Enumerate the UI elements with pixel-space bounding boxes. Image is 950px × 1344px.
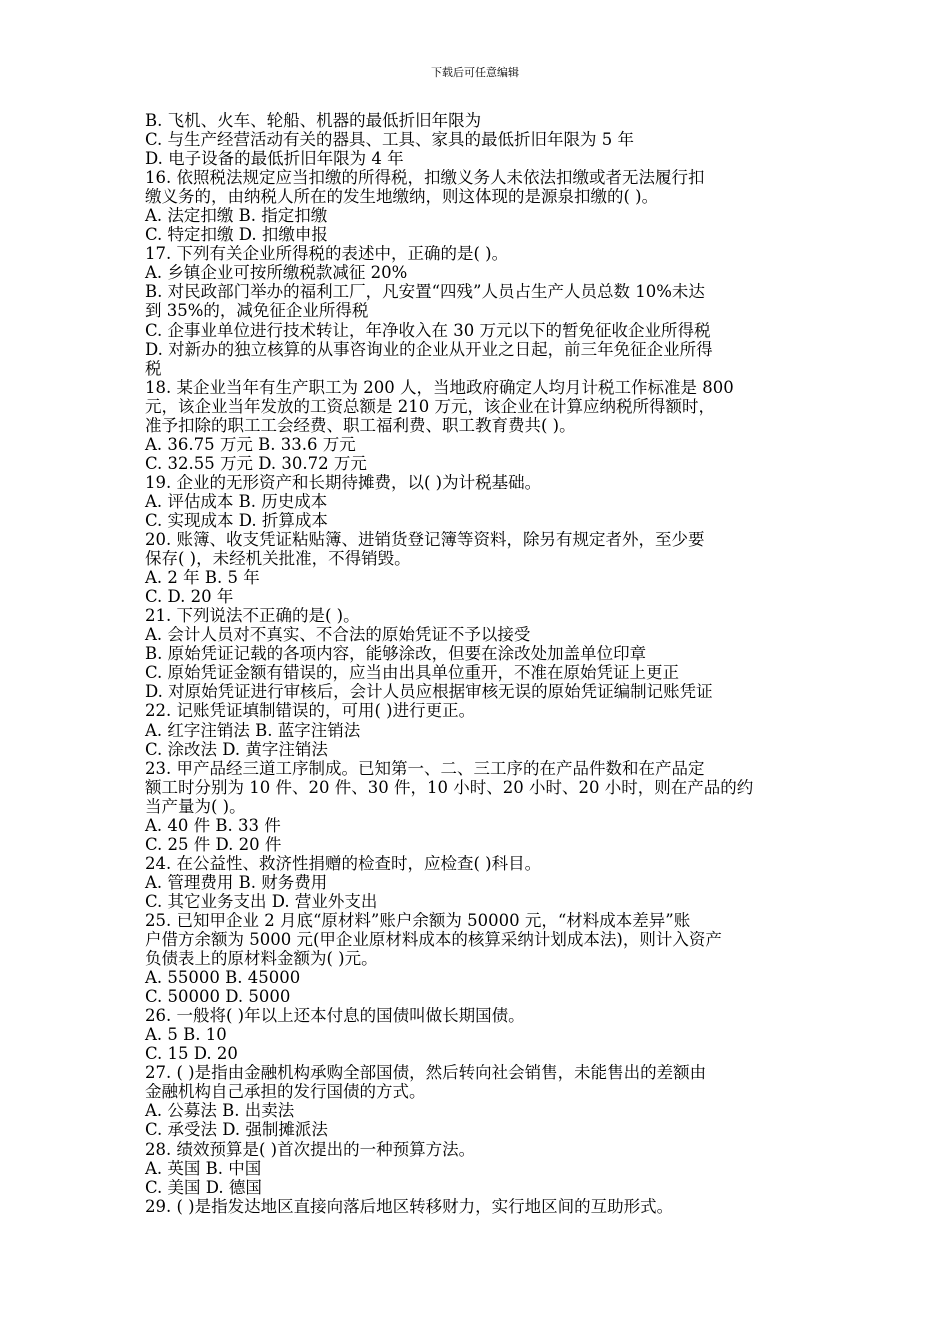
text-line: 税 <box>145 358 162 378</box>
text-line: 20. 账簿、收支凭证粘贴簿、进销货登记簿等资料，除另有规定者外，至少要 <box>145 530 705 550</box>
text-line: 户借方余额为 5000 元(甲企业原材料成本的核算采纳计划成本法)，则计入资产 <box>145 930 722 950</box>
text-line: A. 英国 B. 中国 <box>145 1158 262 1178</box>
text-line: C. 特定扣缴 D. 扣缴申报 <box>145 225 328 245</box>
text-line: 21. 下列说法不正确的是( )。 <box>145 606 360 626</box>
text-line: C. 与生产经营活动有关的器具、工具、家具的最低折旧年限为 5 年 <box>145 130 635 150</box>
text-line: C. 32.55 万元 D. 30.72 万元 <box>145 453 367 473</box>
text-line: 27. ( )是指由金融机构承购全部国债，然后转向社会销售，未能售出的差额由 <box>145 1063 707 1083</box>
text-line: 17. 下列有关企业所得税的表述中，正确的是( )。 <box>145 244 509 264</box>
text-line: 26. 一般将( )年以上还本付息的国债叫做长期国债。 <box>145 1006 525 1026</box>
text-line: 18. 某企业当年有生产职工为 200 人，当地政府确定人均月计税工作标准是 800 <box>145 377 734 397</box>
text-line: A. 2 年 B. 5 年 <box>145 568 260 588</box>
text-line: D. 对原始凭证进行审核后，会计人员应根据审核无误的原始凭证编制记账凭证 <box>145 682 713 702</box>
text-line: B. 飞机、火车、轮船、机器的最低折旧年限为 <box>145 111 482 130</box>
text-line: A. 会计人员对不真实、不合法的原始凭证不予以接受 <box>145 625 531 645</box>
text-line: C. D. 20 年 <box>145 587 234 607</box>
text-line: C. 涂改法 D. 黄字注销法 <box>145 739 328 759</box>
text-line: 保存( )，未经机关批准，不得销毁。 <box>145 549 411 569</box>
text-line: A. 红字注销法 B. 蓝字注销法 <box>145 720 361 740</box>
text-line: 到 35%的，减免征企业所得税 <box>145 301 369 321</box>
text-line: 22. 记账凭证填制错误的，可用( )进行更正。 <box>145 701 476 721</box>
text-line: 29. ( )是指发达地区直接向落后地区转移财力，实行地区间的互助形式。 <box>145 1196 674 1216</box>
text-line: C. 15 D. 20 <box>145 1044 238 1064</box>
text-line: 19. 企业的无形资产和长期待摊费，以( )为计税基础。 <box>145 472 542 492</box>
document-body <box>145 111 825 1216</box>
text-line: A. 5 B. 10 <box>145 1025 227 1045</box>
text-line: C. 承受法 D. 强制摊派法 <box>145 1120 328 1140</box>
text-line: A. 评估成本 B. 历史成本 <box>145 491 328 511</box>
text-line: 元，该企业当年发放的工资总额是 210 万元，该企业在计算应纳税所得额时， <box>145 396 715 416</box>
text-line: A. 55000 B. 45000 <box>145 968 301 988</box>
text-line: A. 法定扣缴 B. 指定扣缴 <box>145 206 328 226</box>
text-line: A. 40 件 B. 33 件 <box>145 815 281 835</box>
text-line: D. 电子设备的最低折旧年限为 4 年 <box>145 149 404 169</box>
text-line: A. 乡镇企业可按所缴税款减征 20% <box>145 263 408 283</box>
text-line: 25. 已知甲企业 2 月底“原材料”账户余额为 50000 元，“材料成本差异”账 <box>145 910 691 930</box>
text-line: C. 美国 D. 德国 <box>145 1177 262 1197</box>
page-header: 下载后可任意编辑 <box>431 66 519 79</box>
text-line: B. 原始凭证记载的各项内容，能够涂改，但要在涂改处加盖单位印章 <box>145 644 647 664</box>
text-line: A. 管理费用 B. 财务费用 <box>145 872 328 892</box>
text-line: 24. 在公益性、救济性捐赠的检查时，应检查( )科目。 <box>145 853 542 873</box>
text-line: 金融机构自己承担的发行国债的方式。 <box>145 1082 426 1102</box>
text-line: 28. 绩效预算是( )首次提出的一种预算方法。 <box>145 1139 476 1159</box>
text-line: 当产量为( )。 <box>145 796 246 816</box>
text-line: 16. 依照税法规定应当扣缴的所得税，扣缴义务人未依法扣缴或者无法履行扣 <box>145 168 705 188</box>
text-line: B. 对民政部门举办的福利工厂，凡安置“四残”人员占生产人员总数 10%未达 <box>145 282 705 302</box>
text-line: 负债表上的原材料金额为( )元。 <box>145 949 378 969</box>
text-line: 23. 甲产品经三道工序制成。已知第一、二、三工序的在产品件数和在产品定 <box>145 758 705 778</box>
text-line: C. 25 件 D. 20 件 <box>145 834 282 854</box>
text-line: 额工时分别为 10 件、20 件、30 件，10 小时、20 小时、20 小时，则在产品的约 <box>145 777 754 797</box>
text-line: 准予扣除的职工工会经费、职工福利费、职工教育费共( )。 <box>145 415 576 435</box>
text-line: C. 原始凭证金额有错误的，应当由出具单位重开，不准在原始凭证上更正 <box>145 663 680 683</box>
text-line: C. 实现成本 D. 折算成本 <box>145 510 328 530</box>
text-line: D. 对新办的独立核算的从事咨询业的企业从开业之日起，前三年免征企业所得 <box>145 339 713 359</box>
text-line: C. 其它业务支出 D. 营业外支出 <box>145 891 378 911</box>
text-line: C. 企事业单位进行技术转让，年净收入在 30 万元以下的暂免征收企业所得税 <box>145 320 711 340</box>
text-line: A. 公募法 B. 出卖法 <box>145 1101 295 1121</box>
text-line: C. 50000 D. 5000 <box>145 987 291 1007</box>
text-line: 缴义务的，由纳税人所在的发生地缴纳，则这体现的是源泉扣缴的( )。 <box>145 187 659 207</box>
text-line: A. 36.75 万元 B. 33.6 万元 <box>145 434 356 454</box>
